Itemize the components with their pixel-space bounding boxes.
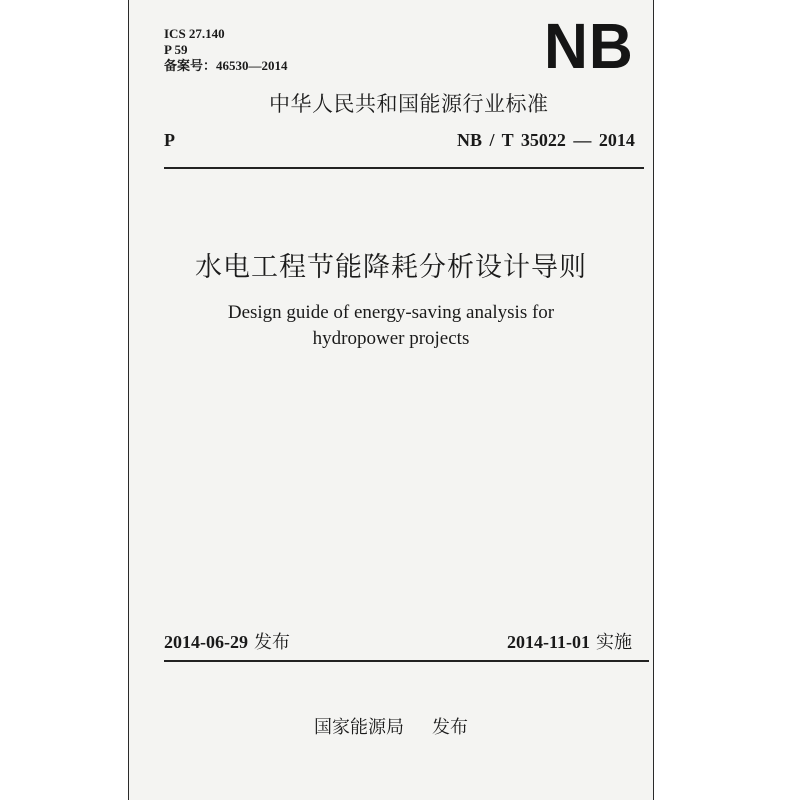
implement-date: 2014-11-01 xyxy=(507,632,590,652)
nb-logo: NB xyxy=(544,10,634,82)
standard-cover xyxy=(128,0,654,800)
issue-date-block xyxy=(164,628,290,654)
implement-label: 实施 xyxy=(596,632,632,653)
title-english-line2: hydropower projects xyxy=(312,328,470,349)
industry-standard-heading: 中华人民共和国能源行业标准 xyxy=(269,92,549,116)
ccs-code: P 59 xyxy=(164,42,188,57)
filing-number: 备案号：46530—2014 xyxy=(164,58,288,73)
category-letter: P xyxy=(164,130,175,150)
issue-label: 发布 xyxy=(254,632,290,653)
publisher-line xyxy=(129,716,653,740)
issue-date: 2014-06-29 xyxy=(164,632,248,652)
title-english xyxy=(129,300,653,352)
standard-number: NB / T 35022 — 2014 xyxy=(457,130,635,150)
publisher-org: 国家能源局 xyxy=(314,717,404,738)
top-divider xyxy=(164,167,644,169)
implement-date-block xyxy=(507,628,632,654)
title-english-line1: Design guide of energy-saving analysis for xyxy=(227,302,555,323)
ics-code: ICS 27.140 xyxy=(164,26,225,41)
classification-block xyxy=(164,26,288,74)
bottom-divider xyxy=(164,660,649,662)
title-chinese: 水电工程节能降耗分析设计导则 xyxy=(195,252,587,283)
publisher-action: 发布 xyxy=(432,717,468,738)
